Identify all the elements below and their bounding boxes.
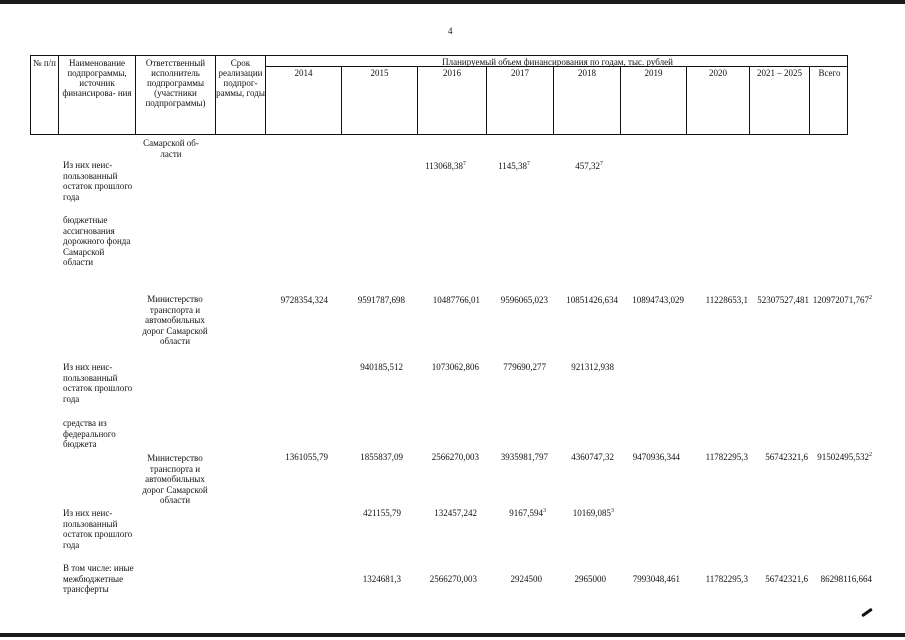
header-name: Наименование подпрограммы, источник финансирова- ния [62, 58, 132, 98]
header-year: 2018 [578, 68, 596, 78]
value-cell-2018: 4360747,32 [571, 452, 614, 462]
value-cell-2020: 11782295,3 [705, 574, 748, 584]
value-cell-2019: 10894743,029 [632, 295, 684, 305]
value-cell-total: 91502495,532$^2$ [817, 452, 872, 462]
header-year: 2017 [511, 68, 529, 78]
responsible-cell: Министерство транспорта и автомобильных дорог Самарской области [142, 453, 208, 505]
page-bottom-edge [0, 633, 905, 637]
value-cell-2016: 1073062,806 [431, 362, 479, 372]
header-year: 2019 [644, 68, 663, 78]
value-cell-2018: 457,32$^7$ [575, 161, 603, 171]
value-cell-2018: 921312,938 [571, 362, 614, 372]
value-cell-2015: 9591787,698 [357, 295, 405, 305]
value-cell-2019: 7993048,461 [632, 574, 680, 584]
value-cell-2017: 2924500 [510, 574, 542, 584]
value-cell-2015: 1324681,3 [362, 574, 401, 584]
value-cell-2020: 11782295,3 [705, 452, 748, 462]
table-header [30, 55, 848, 135]
header-year: 2016 [443, 68, 461, 78]
source-name-cell: Из них неис- пользованный остаток прошлого года [63, 362, 133, 404]
header-year: 2020 [709, 68, 727, 78]
source-name-cell: Из них неис- пользованный остаток прошлого года [63, 508, 133, 550]
value-cell-2015: 421155,79 [363, 508, 401, 518]
source-name-cell: бюджетные ассигнования дорожного фонда Самарской области [63, 215, 131, 267]
value-cell-2021-2025: 52307527,481 [757, 295, 809, 305]
value-cell-2017: 779690,277 [503, 362, 546, 372]
value-cell-2018: 10169,085$^3$ [572, 508, 614, 518]
value-cell-2017: 9596065,023 [500, 295, 548, 305]
header-year: 2015 [370, 68, 389, 78]
page-number: 4 [448, 26, 453, 36]
value-cell-total: 120972071,767$^2$ [812, 295, 872, 305]
page-top-edge [0, 0, 905, 4]
value-cell-2016: 132457,242 [434, 508, 477, 518]
header-planned: Планируемый объем финансирования по годам, тыс. рублей [442, 57, 673, 67]
value-cell-2016: 2566270,003 [431, 452, 479, 462]
value-cell-2018: 10851426,634 [566, 295, 618, 305]
value-cell-2015: 1855837,09 [360, 452, 403, 462]
source-name-cell: средства из федерального бюджета [63, 418, 116, 449]
value-cell-2017: 1145,38$^7$ [498, 161, 530, 171]
value-cell-2016: 113068,38$^7$ [425, 161, 466, 171]
value-cell-2020: 11228653,1 [705, 295, 748, 305]
source-name-cell: В том числе: иные межбюджетные трансферты [63, 563, 134, 594]
value-cell-2021-2025: 56742321,6 [765, 574, 808, 584]
header-num: № п/п [33, 58, 56, 68]
value-cell-2015: 940185,512 [360, 362, 403, 372]
value-cell-total: 86298116,664 [820, 574, 872, 584]
source-name-cell: Из них неис- пользованный остаток прошлого года [63, 160, 133, 202]
header-year: 2021 – 2025 [757, 68, 802, 78]
value-cell-2014: 9728354,324 [280, 295, 328, 305]
header-year: 2014 [294, 68, 313, 78]
header-responsible: Ответственный исполнитель подпрограммы (участники подпрограммы) [145, 58, 206, 108]
value-cell-2016: 2566270,003 [429, 574, 477, 584]
header-term: Срок реализации подпрог- раммы, годы [216, 58, 265, 98]
header-year: Всего [818, 68, 841, 78]
responsible-cell: Самарской об- ласти [143, 138, 199, 159]
value-cell-2019: 9470936,344 [632, 452, 680, 462]
value-cell-2014: 1361055,79 [285, 452, 328, 462]
pen-mark [861, 608, 873, 617]
value-cell-2017: 9167,594$^3$ [509, 508, 546, 518]
value-cell-2017: 3935981,797 [500, 452, 548, 462]
value-cell-2016: 10487766,01 [432, 295, 480, 305]
value-cell-2021-2025: 56742321,6 [765, 452, 808, 462]
responsible-cell: Министерство транспорта и автомобильных дорог Самарской области [142, 294, 208, 346]
value-cell-2018: 2965000 [574, 574, 606, 584]
